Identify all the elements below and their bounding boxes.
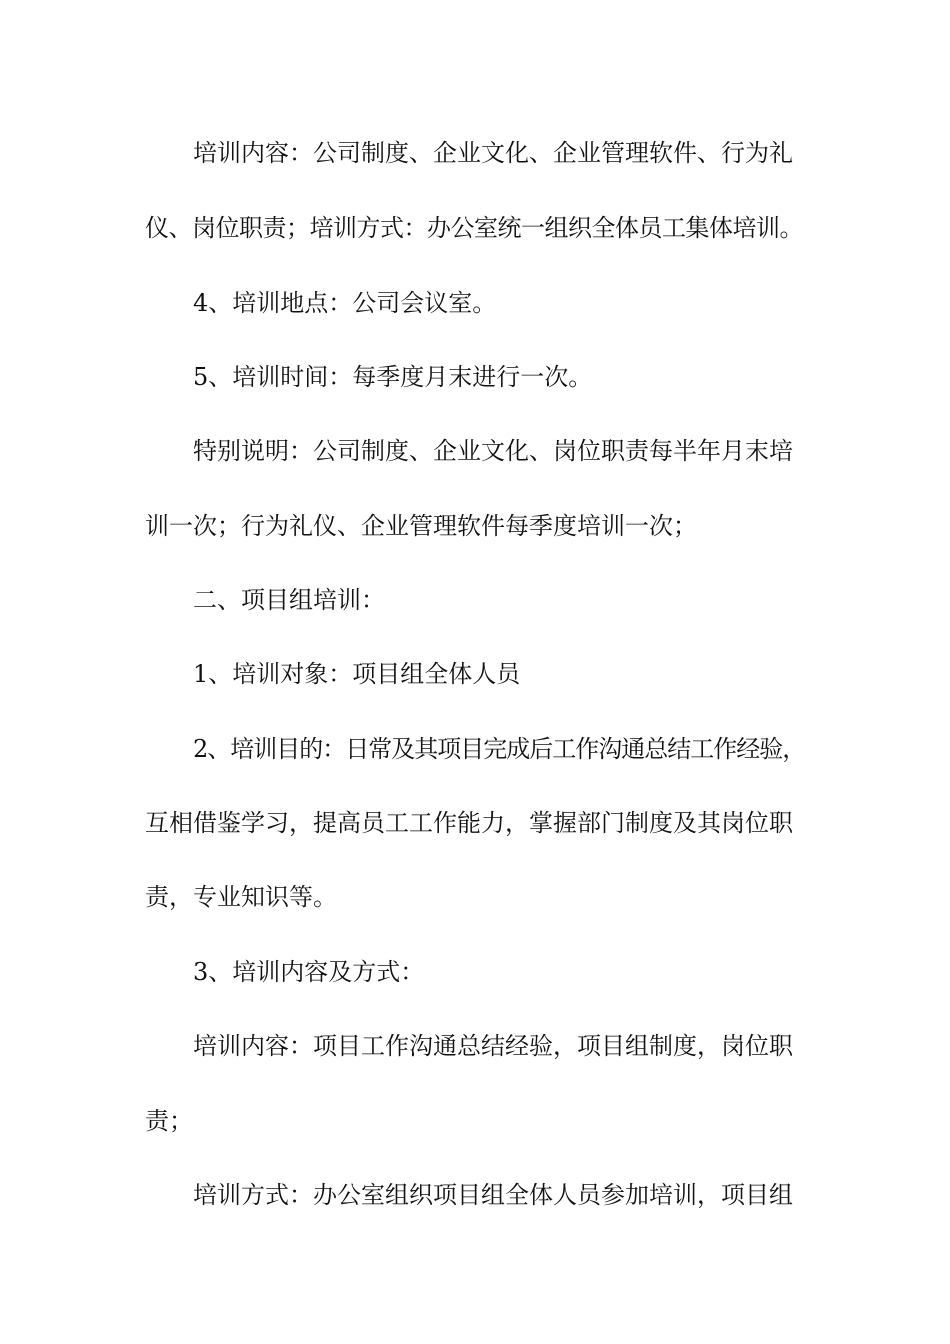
text-line-13: 培训内容：项目工作沟通总结经验，项目组制度，岗位职 [193,1032,793,1060]
text-line-6: 训一次；行为礼仪、企业管理软件每季度培训一次； [145,512,697,540]
text-line-11: 责，专业知识等。 [145,883,337,911]
text-line-4: 5、培训时间：每季度月末进行一次。 [193,363,593,391]
text-line-10: 互相借鉴学习，提高员工工作能力，掌握部门制度及其岗位职 [145,809,793,837]
text-line-3: 4、培训地点：公司会议室。 [193,289,497,317]
section-heading: 二、项目组培训： [193,586,385,614]
text-line-14: 责； [145,1107,193,1135]
text-line-5: 特别说明：公司制度、企业文化、岗位职责每半年月末培 [193,437,793,465]
text-line-9: 2、培训目的：日常及其项目完成后工作沟通总结工作经验， [193,735,806,763]
text-line-8: 1、培训对象：项目组全体人员 [193,660,521,688]
text-line-15: 培训方式：办公室组织项目组全体人员参加培训，项目组 [193,1181,793,1209]
text-line-12: 3、培训内容及方式： [193,958,425,986]
text-line-2: 仪、岗位职责；培训方式：办公室统一组织全体员工集体培训。 [145,214,803,242]
text-line-1: 培训内容：公司制度、企业文化、企业管理软件、行为礼 [193,139,793,167]
